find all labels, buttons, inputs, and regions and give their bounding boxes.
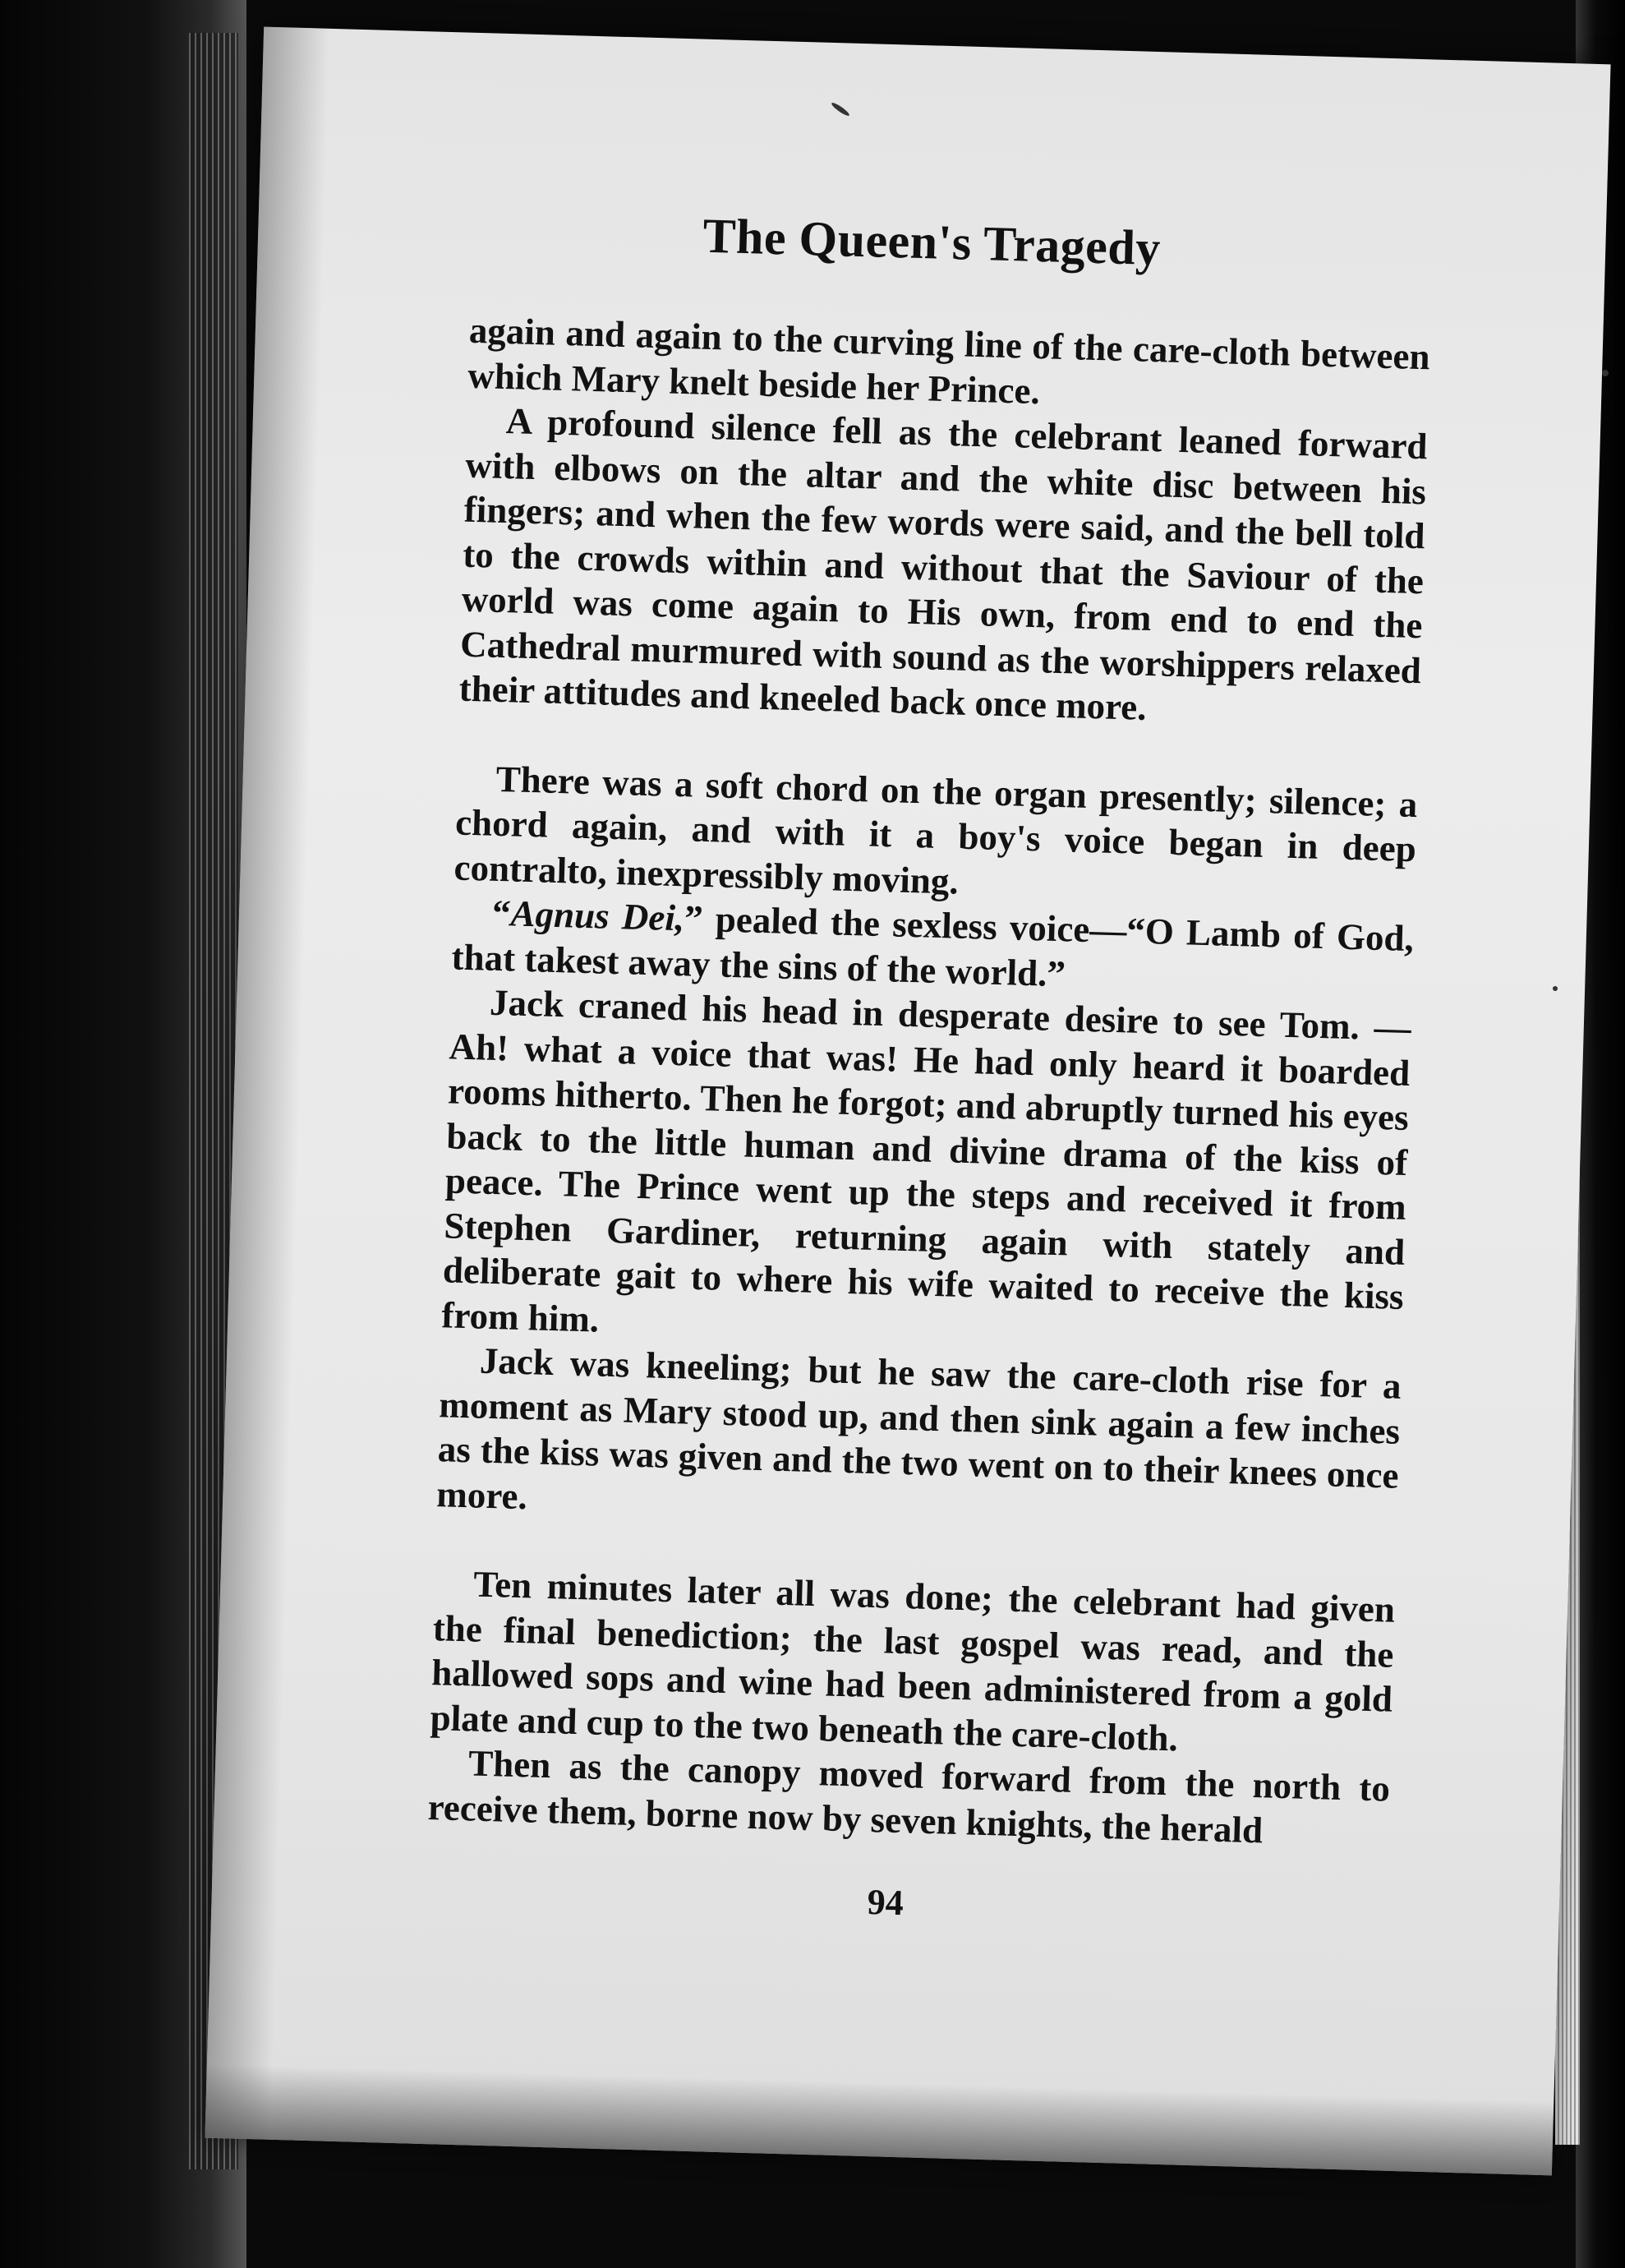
- paragraph-1: again and again to the curving line of the care-cloth between which Mary knelt beside her Prince.: [467, 309, 1431, 412]
- body-text: [427, 308, 1430, 1856]
- bottom-shadow: [205, 2064, 1554, 2176]
- paragraph-2: A profound silence fell as the celebrant leaned forward with elbows on the altar and the white disc between his fingers; and when the few words were said, and the bell told to the crowds within and without that the Saviour of the world was come again to His own, from end to end the Cathedral murmured with sound as the worshippers relaxed their attitudes and kneeled back once more.: [458, 400, 1429, 728]
- paragraph-5: Jack craned his head in desperate desire to see Tom. —Ah! what a voice that was! He had only heard it boarded rooms hitherto. Then he forgot; and abruptly turned his eyes back to the little human and divine drama of the kiss of peace. The Prince went up the steps and received it from Stephen Gardiner, returning again with stately and deliberate gait to where his wife waited to receive the kiss from him.: [440, 981, 1412, 1340]
- paragraph-7: Ten minutes later all was done; the celebrant had given the final benediction; the last gospel was read, and the hallowed sops and wine had been administered from a gold plate and cup to the two beneath the care-cloth.: [430, 1563, 1396, 1759]
- scan-speck: [1553, 986, 1558, 991]
- paragraph-3: There was a soft chord on the organ presently; silence; a chord again, and with it a boy's voice began in deep contralto, inexpressibly moving.: [453, 758, 1419, 902]
- page-number: 94: [867, 1882, 905, 1924]
- latin-phrase: Agnus Dei,: [509, 892, 685, 939]
- book-page: [205, 27, 1610, 2176]
- running-head: The Queen's Tragedy: [702, 208, 1162, 276]
- open-quote: “: [491, 892, 512, 934]
- paragraph-8: Then as the canopy moved forward from the north to receive them, borne now by seven knights, the herald: [427, 1742, 1391, 1851]
- paragraph-6: Jack was kneeling; but he saw the care-cloth rise for a moment as Mary stood up, and then sink again a few inches as the kiss was given and the two went on to their knees once more.: [435, 1339, 1402, 1517]
- paragraph-4-text: ” pealed the sexless voice—“O Lamb of God, that takest away the sins of the world.”: [451, 897, 1415, 994]
- scan-speck: [1602, 370, 1609, 376]
